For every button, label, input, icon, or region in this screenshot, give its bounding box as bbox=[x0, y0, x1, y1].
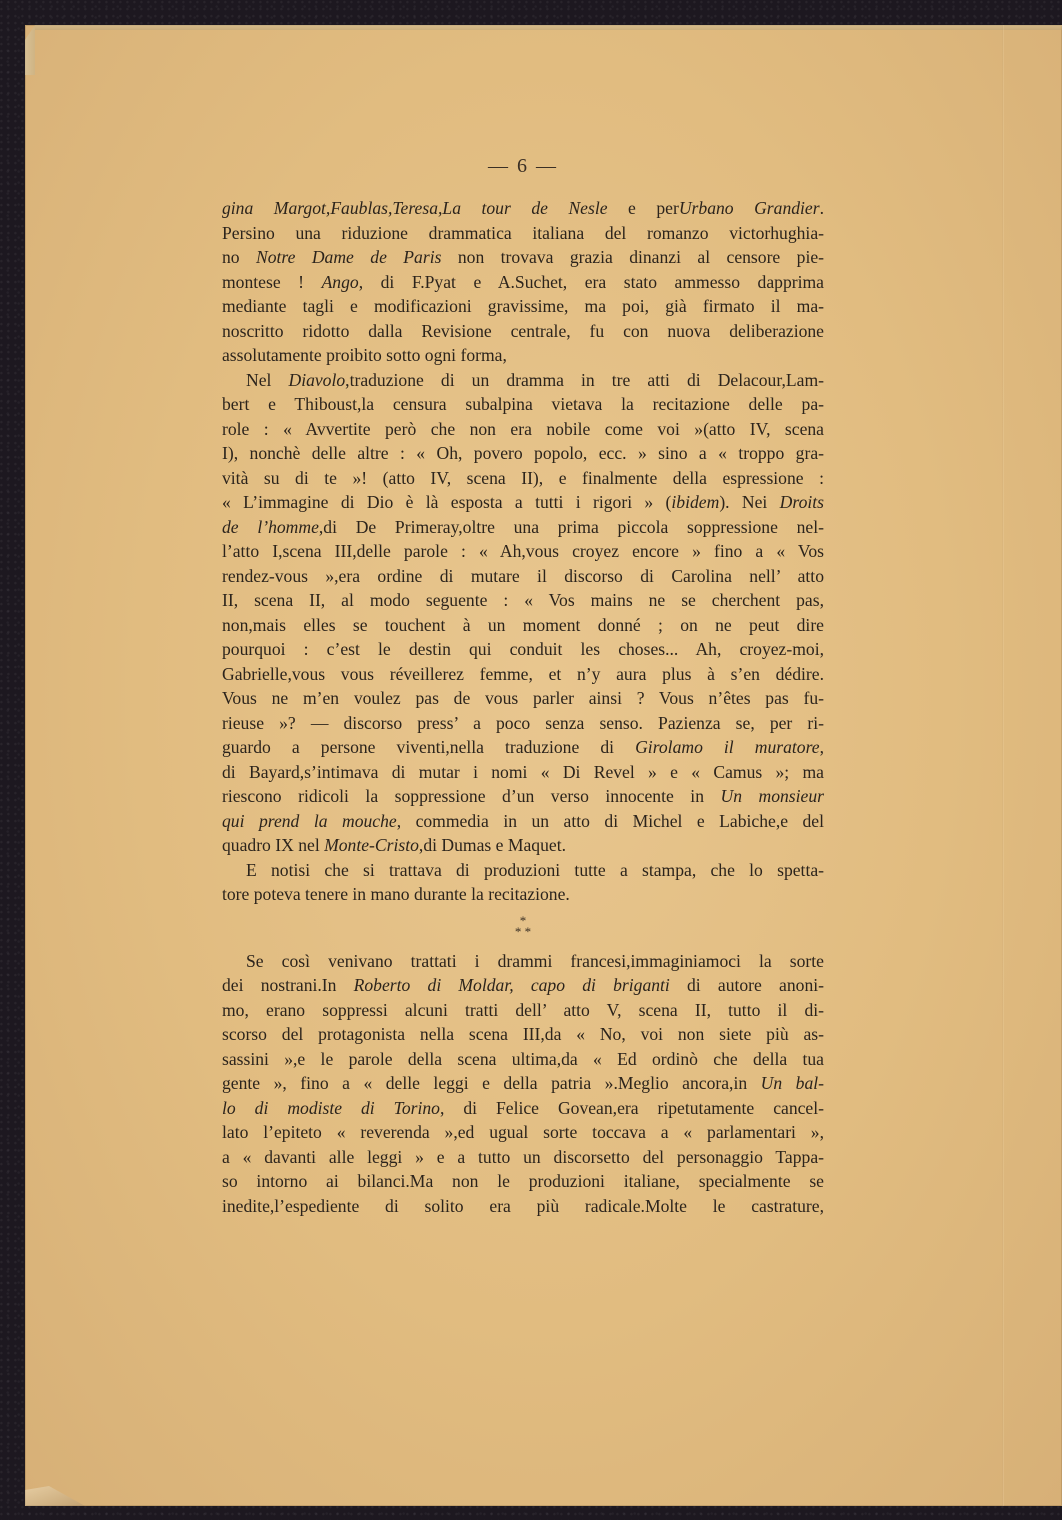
text-line bbox=[222, 319, 824, 344]
italic-title: gina Margot,Faublas,Teresa,La tour de Nesle bbox=[222, 198, 608, 218]
text-line bbox=[222, 270, 824, 295]
text-line bbox=[222, 564, 824, 589]
text-run: e per bbox=[607, 198, 679, 218]
text-run: di Bayard,s’intimava di mutar i nomi « Di Revel » e « Camus »; ma bbox=[222, 761, 824, 782]
italic-title: Un monsieur bbox=[720, 786, 824, 806]
separator-top-star: * bbox=[519, 912, 527, 928]
text-line bbox=[222, 1169, 824, 1194]
text-line bbox=[222, 539, 824, 564]
text-line bbox=[222, 221, 824, 246]
text-run: assolutamente proibito sotto ogni forma, bbox=[222, 345, 507, 365]
text-line bbox=[222, 760, 824, 785]
text-run: lato l’epiteto « reverenda »,ed ugual sorte toccava a « parlamentari », bbox=[222, 1122, 824, 1142]
text-run: montese ! bbox=[222, 271, 322, 292]
page-edge bbox=[35, 25, 1062, 30]
text-line bbox=[222, 294, 824, 319]
text-line bbox=[222, 588, 824, 613]
text-run: di autore anoni- bbox=[669, 975, 824, 995]
text-run: quadro IX nel bbox=[222, 835, 325, 855]
text-run: Se così venivano trattati i drammi francesi,immaginiamoci la sorte bbox=[246, 950, 824, 971]
text-run: bert e Thiboust,la censura subalpina vietava la recitazione delle pa- bbox=[222, 394, 824, 414]
italic-title: Droits bbox=[779, 492, 824, 512]
text-line bbox=[222, 1145, 824, 1170]
text-line bbox=[222, 1071, 824, 1096]
text-line bbox=[222, 882, 824, 907]
text-line bbox=[222, 858, 824, 883]
text-run: non,mais elles se touchent à un moment donné ; on ne peut dire bbox=[222, 614, 824, 635]
text-run: dei nostrani.In bbox=[222, 975, 354, 995]
italic-title: Monte-Cristo bbox=[324, 835, 419, 855]
text-line bbox=[222, 998, 824, 1023]
italic-title: Diavolo bbox=[288, 369, 346, 390]
text-line bbox=[222, 949, 824, 974]
text-run: rieuse »? — discorso press’ a poco senza senso. Pazienza se, per ri- bbox=[222, 712, 824, 733]
text-run: Gabrielle,vous vous réveillerez femme, et n’y aura plus à s’en dédire. bbox=[222, 663, 824, 684]
text-run: , di F.Pyat e A.Suchet, era stato ammesso dapprima bbox=[358, 271, 824, 292]
text-run: riescono ridicoli la soppressione d’un verso innocente in bbox=[222, 786, 721, 806]
body-text-before-separator bbox=[222, 196, 824, 907]
text-run: II, scena II, al modo seguente : « Vos mains ne se cherchent pas, bbox=[222, 590, 824, 610]
text-line bbox=[222, 637, 824, 662]
text-run: I), nonchè delle altre : « Oh, povero popolo, ecc. » sino a « troppo gra- bbox=[222, 443, 824, 463]
italic-title: de l’homme bbox=[222, 516, 319, 537]
text-run: Vous ne m’en voulez pas de vous parler ainsi ? Vous n’êtes pas fu- bbox=[222, 688, 824, 708]
text-run: role : « Avvertite però che non era nobile come voi »(atto IV, scena bbox=[222, 418, 824, 439]
text-line bbox=[222, 392, 824, 417]
text-line bbox=[222, 1096, 824, 1121]
text-run: , bbox=[819, 737, 824, 757]
text-line bbox=[222, 490, 824, 515]
text-run: , commedia in un atto di Michel e Labiche,e del bbox=[396, 810, 824, 831]
italic-title: lo di modiste di Torino bbox=[222, 1097, 440, 1118]
text-line bbox=[222, 1194, 824, 1219]
italic-title: qui prend la mouche bbox=[222, 810, 397, 831]
text-line bbox=[222, 735, 824, 760]
text-run: no bbox=[222, 247, 257, 267]
text-run: pourquoi : c’est le destin qui conduit les choses... Ah, croyez-moi, bbox=[222, 639, 824, 659]
italic-title: Roberto di Moldar, capo di briganti bbox=[353, 975, 670, 995]
text-run: noscritto ridotto dalla Revisione centrale, fu con nuova deliberazione bbox=[222, 320, 824, 341]
text-run: « L’immagine di Dio è là esposta a tutti i rigori » ( bbox=[222, 492, 672, 512]
text-line bbox=[222, 973, 824, 998]
text-column bbox=[222, 196, 824, 1218]
text-run: inedite,l’espediente di solito era più radicale.Molte le castrature, bbox=[222, 1195, 824, 1216]
text-run: guardo a persone viventi,nella traduzione di bbox=[222, 737, 636, 757]
text-line bbox=[222, 662, 824, 687]
text-line bbox=[222, 441, 824, 466]
text-run: ,di De Primeray,oltre una prima piccola soppressione nel- bbox=[318, 516, 824, 537]
text-line bbox=[222, 196, 824, 221]
italic-title: ibidem bbox=[671, 492, 720, 512]
text-run: . bbox=[819, 198, 824, 218]
text-run: ,traduzione di un dramma in tre atti di Delacour,Lam- bbox=[345, 369, 824, 390]
text-run: so intorno ai bilanci.Ma non le produzioni italiane, specialmente se bbox=[222, 1171, 824, 1191]
text-run: Nel bbox=[246, 369, 289, 390]
text-line bbox=[222, 809, 824, 834]
text-line bbox=[222, 466, 824, 491]
text-run: mo, erano soppressi alcuni tratti dell’ atto V, scena II, tutto il di- bbox=[222, 999, 824, 1020]
text-run: tore poteva tenere in mano durante la recitazione. bbox=[222, 884, 570, 904]
text-line bbox=[222, 833, 824, 858]
text-line bbox=[222, 686, 824, 711]
text-run: l’atto I,scena III,delle parole : « Ah,vous croyez encore » fino a « Vos bbox=[222, 541, 824, 561]
text-line bbox=[222, 417, 824, 442]
text-run: rendez-vous »,era ordine di mutare il discorso di Carolina nell’ atto bbox=[222, 565, 824, 586]
italic-title: Urbano Grandier bbox=[678, 198, 820, 218]
text-line bbox=[222, 613, 824, 638]
italic-title: Un bal- bbox=[760, 1073, 824, 1093]
text-run: mediante tagli e modificazioni gravissime, ma poi, già firmato il ma- bbox=[222, 296, 824, 316]
text-run: scorso del protagonista nella scena III,da « No, voi non siete più as- bbox=[222, 1024, 824, 1044]
italic-title: Notre Dame de Paris bbox=[256, 247, 442, 267]
text-run: vità su di te »! (atto IV, scena II), e finalmente della espressione : bbox=[222, 467, 824, 488]
section-separator-asterisks bbox=[222, 907, 824, 949]
page-number: — 6 — bbox=[488, 155, 558, 177]
text-line bbox=[222, 1120, 824, 1145]
text-line bbox=[222, 1047, 824, 1072]
body-text-after-separator bbox=[222, 949, 824, 1219]
text-line bbox=[222, 711, 824, 736]
text-run: sassini »,e le parole della scena ultima,da « Ed ordinò che della tua bbox=[222, 1048, 824, 1069]
italic-title: Ango bbox=[321, 271, 359, 292]
text-line bbox=[222, 1022, 824, 1047]
text-line bbox=[222, 515, 824, 540]
text-line bbox=[222, 784, 824, 809]
text-run: Persino una riduzione drammatica italiana del romanzo victorhughia- bbox=[222, 222, 824, 243]
folded-corner bbox=[25, 1486, 85, 1506]
text-line bbox=[222, 368, 824, 393]
text-run: ,di Dumas e Maquet. bbox=[418, 835, 566, 855]
text-run: a « davanti alle leggi » e a tutto un discorsetto del personaggio Tappa- bbox=[222, 1146, 824, 1167]
text-run: , di Felice Govean,era ripetutamente cancel- bbox=[439, 1097, 824, 1118]
text-run: ). Nei bbox=[719, 492, 780, 512]
separator-bottom-stars: * * bbox=[514, 923, 532, 939]
text-line bbox=[222, 245, 824, 270]
page-fold-crease bbox=[1002, 25, 1004, 1506]
text-line bbox=[222, 343, 824, 368]
italic-title: Girolamo il muratore bbox=[635, 737, 820, 757]
text-run: E notisi che si trattava di produzioni tutte a stampa, che lo spetta- bbox=[246, 859, 824, 880]
text-run: gente », fino a « delle leggi e della patria ».Meglio ancora,in bbox=[222, 1073, 761, 1093]
text-run: non trovava grazia dinanzi al censore pie- bbox=[441, 247, 825, 267]
